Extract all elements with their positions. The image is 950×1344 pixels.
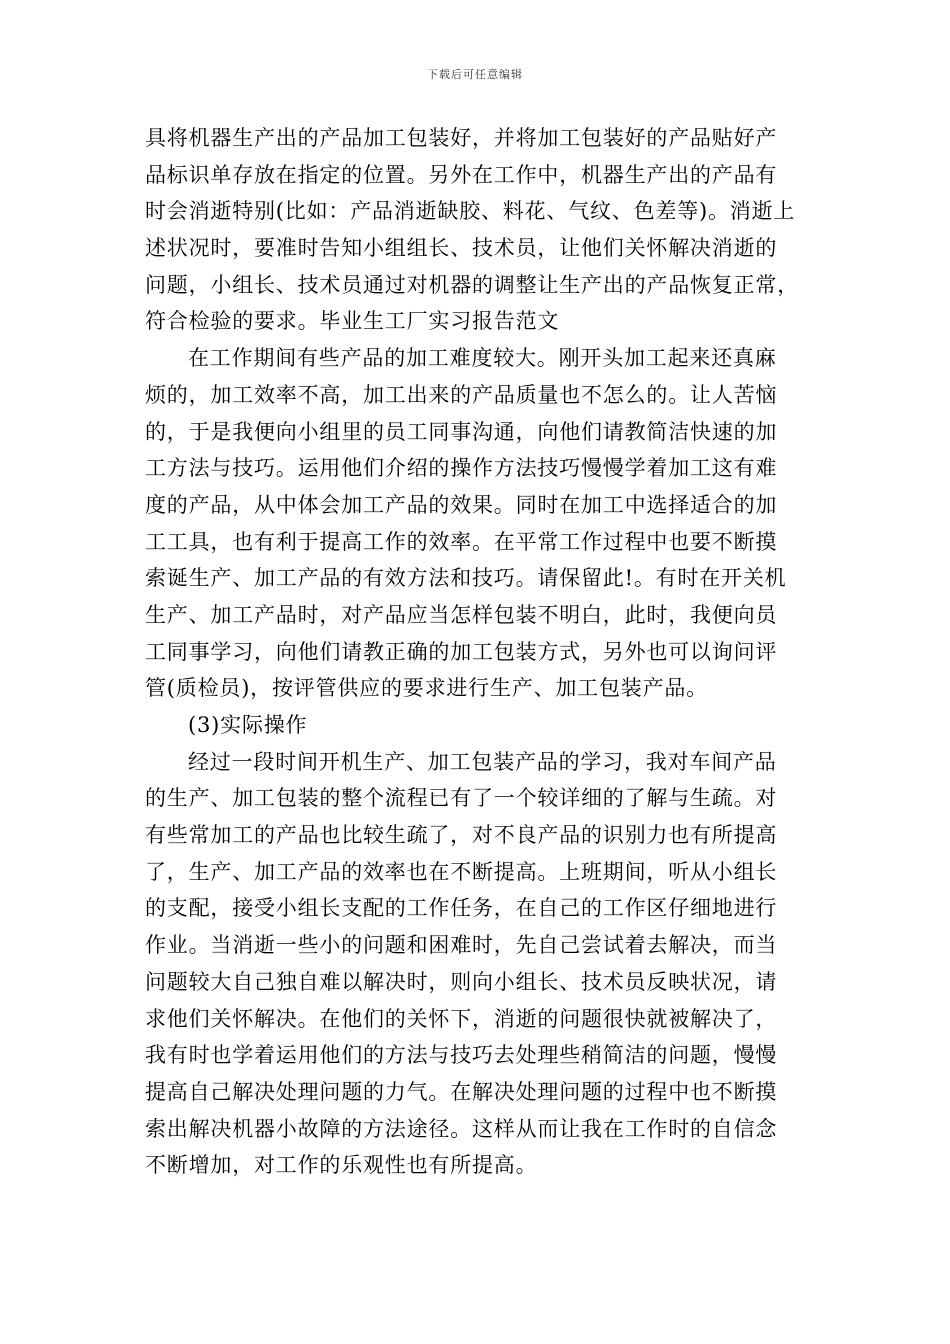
text-line: 烦的，加工效率不高，加工出来的产品质量也不怎么的。让人苦恼 — [145, 382, 778, 407]
text-line: 提高自己解决处理问题的力气。在解决处理问题的过程中也不断摸 — [145, 1079, 778, 1104]
text-line: 生产、加工产品时，对产品应当怎样包装不明白，此时，我便向员 — [145, 602, 778, 627]
text-line: 度的产品，从中体会加工产品的效果。同时在加工中选择适合的加 — [145, 492, 778, 517]
text-line: 索出解决机器小故障的方法途径。这样从而让我在工作时的自信念 — [145, 1116, 778, 1141]
body-text — [145, 120, 810, 1184]
text-line: 索诞生产、加工产品的有效方法和技巧。请保留此!。有时在开关机 — [145, 566, 787, 591]
text-line: 求他们关怀解决。在他们的关怀下，消逝的问题很快就被解决了， — [145, 1006, 778, 1031]
section-heading: (3)实际操作 — [188, 713, 308, 737]
text-line: 不断增加，对工作的乐观性也有所提高。 — [145, 1153, 538, 1178]
text-line: 的，于是我便向小组里的员工同事沟通，向他们请教简洁快速的加 — [145, 419, 778, 444]
text-line: 问题，小组长、技术员通过对机器的调整让生产出的产品恢复正常， — [145, 272, 799, 297]
text-line: 的支配，接受小组长支配的工作任务，在自己的工作区仔细地进行 — [145, 896, 778, 921]
text-line: 了，生产、加工产品的效率也在不断提高。上班期间，听从小组长 — [145, 859, 778, 884]
text-line: 有些常加工的产品也比较生疏了，对不良产品的识别力也有所提高 — [145, 823, 778, 848]
text-line: 述状况时，要准时告知小组组长、技术员，让他们关怀解决消逝的 — [145, 236, 778, 261]
text-line: 工同事学习，向他们请教正确的加工包装方式，另外也可以询问评 — [145, 639, 778, 664]
text-line: 具将机器生产出的产品加工包装好，并将加工包装好的产品贴好产 — [145, 126, 778, 150]
text-line: 工工具，也有利于提高工作的效率。在平常工作过程中也要不断摸 — [145, 529, 778, 554]
text-line: 的生产、加工包装的整个流程已有了一个较详细的了解与生疏。对 — [145, 786, 778, 811]
paragraph-start-line: 在工作期间有些产品的加工难度较大。刚开头加工起来还真麻 — [188, 346, 777, 371]
text-line: 作业。当消逝一些小的问题和困难时，先自己尝试着去解决，而当 — [145, 933, 778, 958]
text-line: 管(质检员)，按评管供应的要求进行生产、加工包装产品。 — [145, 676, 708, 701]
paragraph-start-line: 经过一段时间开机生产、加工包装产品的学习，我对车间产品 — [188, 749, 777, 774]
text-line: 工方法与技巧。运用他们介绍的操作方法技巧慢慢学着加工这有难 — [145, 456, 778, 481]
page-header: 下载后可任意编辑 — [427, 68, 523, 81]
text-line: 符合检验的要求。毕业生工厂实习报告范文 — [145, 309, 560, 334]
text-line: 问题较大自己独自难以解决时，则向小组长、技术员反映状况，请 — [145, 969, 778, 994]
text-line: 时会消逝特别(比如：产品消逝缺胶、料花、气纹、色差等)。消逝上 — [145, 199, 796, 224]
text-line: 我有时也学着运用他们的方法与技巧去处理些稍简洁的问题，慢慢 — [145, 1043, 778, 1068]
text-line: 品标识单存放在指定的位置。另外在工作中，机器生产出的产品有 — [145, 162, 778, 187]
